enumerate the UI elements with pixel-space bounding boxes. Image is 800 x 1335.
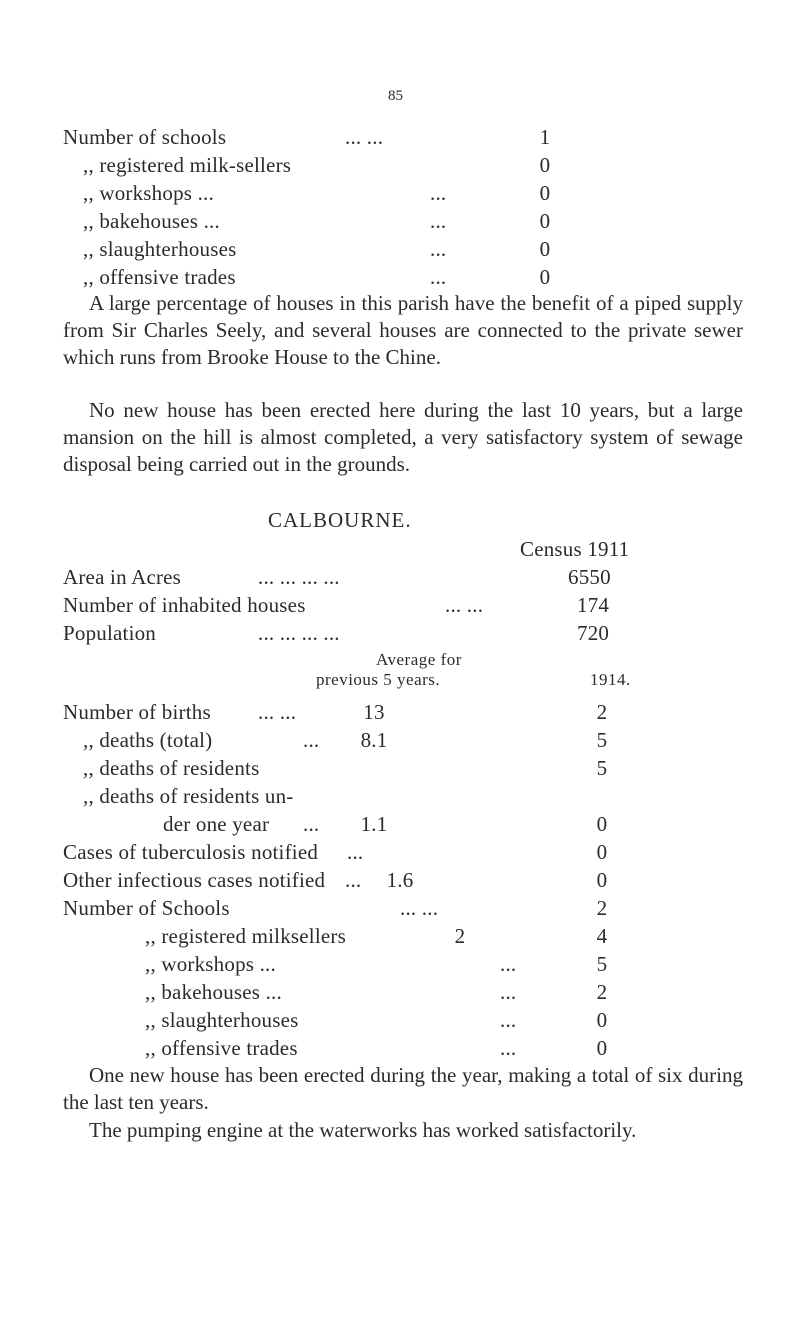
table-row-label: ,, bakehouses ... — [83, 209, 220, 233]
table-row-label: der one year — [163, 812, 270, 836]
table-row-avg: 1.6 — [386, 868, 414, 892]
table-row-label: Number of Schools — [63, 896, 230, 920]
table-row-label: ,, bakehouses ... — [145, 980, 282, 1004]
table-row-value: 0 — [539, 209, 551, 233]
table-row-dots: ... — [430, 181, 447, 205]
table-row-label: ,, deaths of residents un- — [83, 784, 294, 808]
table-row-label: ,, offensive trades — [145, 1036, 298, 1060]
table-row-year: 0 — [596, 1008, 608, 1032]
page-number: 85 — [388, 88, 403, 104]
stats-header-year: 1914. — [590, 670, 631, 689]
table-row-year: 0 — [596, 840, 608, 864]
table-row-label: ,, registered milk-sellers — [83, 153, 292, 177]
stats-header-line2: previous 5 years. — [316, 670, 441, 689]
section-title: CALBOURNE. — [268, 508, 412, 532]
table-row-label: Other infectious cases notified — [63, 868, 326, 892]
table-row-dots: ... ... ... ... — [258, 565, 340, 589]
table-row-avg: 8.1 — [360, 728, 388, 752]
table-row-label: Population — [63, 621, 157, 645]
paragraph: A large percentage of houses in this parish have the benefit of a piped supply from Sir Charles Seely, and several houses are connected to the private sewer which runs from Brooke House to the Chine. — [63, 291, 743, 369]
table-row-year: 0 — [596, 1036, 608, 1060]
table-row-year: 2 — [596, 896, 608, 920]
table-row-label: ,, workshops ... — [83, 181, 214, 205]
table-row-value: 0 — [539, 153, 551, 177]
table-row-label: ,, slaughterhouses — [145, 1008, 299, 1032]
table-row-dots: ... ... — [445, 593, 484, 617]
table-row-avg: 2 — [454, 924, 466, 948]
stats-header-line1: Average for — [376, 650, 462, 669]
table-row-year: 5 — [596, 952, 608, 976]
table-row-year: 5 — [596, 756, 608, 780]
census-header: Census 1911 — [520, 537, 630, 561]
table-row-dots: ... ... — [345, 125, 384, 149]
table-row-year: 4 — [596, 924, 608, 948]
table-row-dots: ... — [430, 237, 447, 261]
table-row-dots: ... — [345, 868, 362, 892]
table-row-label: ,, slaughterhouses — [83, 237, 237, 261]
table-row-avg: 13 — [363, 700, 385, 724]
table-row-dots: ... — [430, 265, 447, 289]
table-row-year: 5 — [596, 728, 608, 752]
table-row-dots: ... ... ... ... — [258, 621, 340, 645]
table-row-dots: ... — [303, 728, 320, 752]
table-row-label: Cases of tuberculosis notified — [63, 840, 319, 864]
table-row-dots: ... ... — [400, 896, 439, 920]
table-row-value: 0 — [539, 237, 551, 261]
table-row-dots: ... ... — [258, 700, 297, 724]
table-row-label: ,, deaths of residents — [83, 756, 260, 780]
table-row-label: ,, deaths (total) — [83, 728, 213, 752]
table-row-label: Area in Acres — [63, 565, 182, 589]
table-row-label: ,, registered milksellers — [145, 924, 346, 948]
table-row-dots: ... — [500, 1036, 517, 1060]
paragraph: No new house has been erected here during the last 10 years, but a large mansion on the hill is almost completed, a very satisfactory system of sewage disposal being carried out in the grounds. — [63, 398, 743, 476]
table-row-label: Number of births — [63, 700, 211, 724]
table-row-value: 174 — [577, 593, 610, 617]
table-row-label: ,, workshops ... — [145, 952, 276, 976]
table-row-label: Number of schools — [63, 125, 227, 149]
table-row-year: 2 — [596, 980, 608, 1004]
table-row-value: 720 — [577, 621, 610, 645]
table-row-avg: 1.1 — [360, 812, 388, 836]
table-row-year: 2 — [596, 700, 608, 724]
table-row-value: 1 — [539, 125, 551, 149]
table-row-label: Number of inhabited houses — [63, 593, 306, 617]
table-row-value: 0 — [539, 181, 551, 205]
table-row-dots: ... — [347, 840, 364, 864]
table-row-value: 0 — [539, 265, 551, 289]
table-row-dots: ... — [500, 1008, 517, 1032]
table-row-value: 6550 — [568, 565, 611, 589]
paragraph: One new house has been erected during the year, making a total of six during the last ten years. — [63, 1063, 743, 1114]
table-row-dots: ... — [303, 812, 320, 836]
table-row-dots: ... — [500, 980, 517, 1004]
table-row-dots: ... — [500, 952, 517, 976]
table-row-dots: ... — [430, 209, 447, 233]
table-row-year: 0 — [596, 812, 608, 836]
table-row-label: ,, offensive trades — [83, 265, 236, 289]
table-row-year: 0 — [596, 868, 608, 892]
paragraph: The pumping engine at the waterworks has worked satisfactorily. — [89, 1118, 637, 1142]
